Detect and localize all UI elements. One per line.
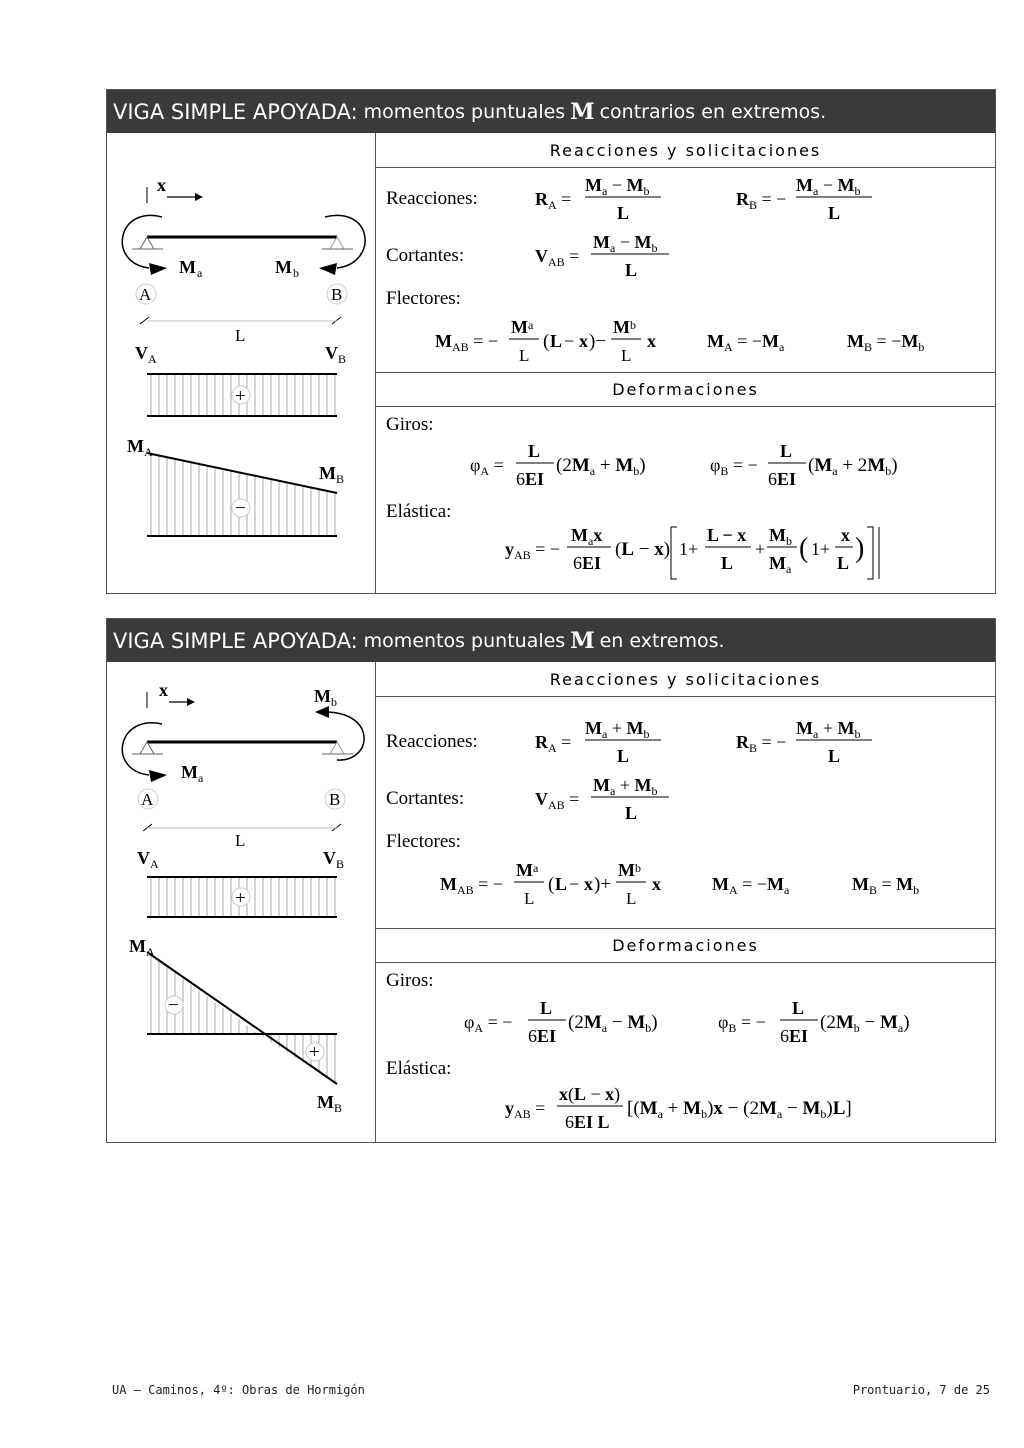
ma-label: $M_a$ [179,257,203,280]
svg-text:6EI: 6EI [780,1026,809,1046]
cortantes-label: Cortantes: [386,788,465,809]
vb-label: $V_B$ [323,848,345,871]
svg-text:VAB =: $V_{AB}$ = [535,789,580,812]
svg-text:(2Ma − Mb): $(2M_a - M_b)$ [568,1012,658,1035]
svg-text:L: L [617,746,630,766]
support-a-label: A [139,285,152,304]
moment-arrow-a [122,723,162,775]
svg-text:MB = Mb: $M_B = M_b$ [852,874,920,897]
deformaciones-header: Deformaciones [376,372,995,407]
formula-vab [531,775,681,825]
svg-text:(2Ma + Mb): $(2M_a + M_b)$ [556,455,646,478]
svg-text:−: − [569,874,580,894]
svg-text:MB = −Mb: $M_B = -M_b$ [847,331,925,354]
svg-text:L − x: L − x [707,525,747,545]
svg-text:Ma: $M^a$ [511,317,534,337]
svg-text:L: L [837,553,850,573]
support-a [140,237,154,249]
section-title-bar [107,90,995,133]
svg-text:[(Ma + Mb)x − (2Ma − Mb)L]: $[(M_a + M_b)x - (2M_a - M_b)L]$ [627,1098,852,1121]
svg-text:φB = −: $\varphi_B$ = − [710,455,758,478]
formula-yab [501,525,881,589]
formula-ra [531,175,671,225]
svg-text:MAB = −: $M_{AB}$ = − [435,331,498,354]
formula-yab [501,1084,901,1138]
svg-text:L: L [524,889,535,908]
support-b [330,742,344,754]
svg-text:φA = −: $\varphi_A$ = − [464,1012,513,1035]
x-axis-label: x [157,175,166,195]
svg-text:(: ( [543,331,550,352]
moment-arrow-a [122,215,162,268]
svg-text:Ma − Mb: $M_a - M_b$ [585,175,650,198]
formula-mab [431,317,991,367]
elastica-label: Elástica: [386,501,452,522]
svg-text:)+: )+ [594,874,612,895]
section-title-symbol: M [570,98,595,125]
svg-text:yAB =: $y_{AB}$ = [505,1098,546,1121]
flectores-label: Flectores: [386,288,461,309]
formula-phi-a [460,998,680,1048]
flectores-label: Flectores: [386,831,461,852]
svg-text:(: ( [548,874,555,895]
section-end-moments [106,618,996,1143]
span-label: L [235,326,246,345]
mb-label: $M_b$ [314,686,337,709]
formula-rb [732,175,882,225]
elastica-label: Elástica: [386,1058,452,1079]
svg-text:x: x [647,331,656,351]
svg-text:RA =: $R_A$ = [535,189,572,212]
svg-text:Ma: $M_a$ [769,553,792,576]
svg-text:(L − x): (L − x) [615,539,671,560]
mA-label: $M_A$ [127,436,153,459]
section-title-text: momentos puntuales [363,629,566,652]
svg-text:L: L [828,203,841,223]
va-label: $V_A$ [135,343,157,366]
footer-page: Prontuario, 7 de 25 [852,1383,990,1397]
svg-text:MAB = −: $M_{AB}$ = − [440,874,503,897]
svg-text:x: x [652,874,661,894]
section-title-bar [107,619,995,662]
svg-text:Max: $M_ax$ [571,525,603,548]
deformaciones-header: Deformaciones [376,928,995,963]
svg-text:Mb: $M_b$ [769,525,792,548]
svg-text:Mb: $M^b$ [618,860,641,880]
svg-text:L: L [828,746,841,766]
beam-diagram-panel [107,133,376,593]
svg-text:x(L − x): x(L − x) [559,1084,621,1104]
svg-text:yAB = −: $y_{AB}$ = − [505,539,560,562]
section-title-end: en extremos. [599,629,725,652]
svg-text:(Ma + 2Mb): $(M_a + 2M_b)$ [808,455,898,478]
svg-text:Mb: $M^b$ [613,317,636,337]
giros-label: Giros: [386,970,434,991]
footer-course: UA – Caminos, 4º: Obras de Hormigón [112,1383,365,1397]
svg-text:(: ( [799,533,809,564]
section-title-end: contrarios en extremos. [599,100,827,123]
formula-ra [531,718,671,768]
support-a-label: A [141,790,154,809]
svg-text:1+: 1+ [679,539,699,559]
svg-text:)−: )− [589,331,607,352]
svg-text:Ma + Mb: $M_a + M_b$ [593,775,658,798]
svg-text:Ma − Mb: $M_a - M_b$ [796,175,861,198]
svg-text:L: L [519,346,530,365]
svg-text:VAB =: $V_{AB}$ = [535,246,580,269]
svg-text:L: L [617,203,630,223]
svg-text:L: L [528,441,541,461]
reacciones-label: Reacciones: [386,731,478,752]
moment-arrow-b [325,215,365,268]
formula-mab [436,860,996,910]
svg-text:x: x [579,331,588,351]
svg-text:x: x [841,525,850,545]
mB-label: $M_B$ [319,463,345,486]
mB-label: $M_B$ [317,1092,343,1115]
section-contrary-moments [106,89,996,594]
support-b [330,237,344,249]
formula-rb [732,718,882,768]
svg-text:L: L [625,260,638,280]
svg-text:6EI: 6EI [573,553,602,573]
svg-text:Ma + Mb: $M_a + M_b$ [796,718,861,741]
svg-text:MA = −Ma: $M_A = -M_a$ [712,874,790,897]
svg-text:+: + [755,539,766,559]
formula-phi-b [706,441,936,491]
svg-text:Ma: $M^a$ [516,860,539,880]
giros-label: Giros: [386,414,434,435]
svg-text:RB = −: $R_B$ = − [736,732,787,755]
mA-label: $M_A$ [129,936,155,959]
svg-text:6EI L: 6EI L [565,1112,610,1132]
svg-text:RA =: $R_A$ = [535,732,572,755]
svg-text:Ma − Mb: $M_a - M_b$ [593,232,658,255]
svg-text:L: L [721,553,734,573]
x-axis-label: x [159,680,168,700]
svg-text:1+: 1+ [811,539,831,559]
svg-text:6EI: 6EI [528,1026,557,1046]
svg-text:RB = −: $R_B$ = − [736,189,787,212]
moment-sign-negative: − [168,995,179,1016]
moment-sign: − [235,498,246,519]
support-a [140,742,154,754]
support-b-label: B [329,790,341,809]
shear-sign: + [235,888,246,909]
support-b-label: B [331,285,343,304]
svg-text:−: − [564,331,575,351]
cortantes-label: Cortantes: [386,245,465,266]
svg-text:6EI: 6EI [516,469,545,489]
section-title-symbol: M [570,627,595,654]
svg-text:(2Mb − Ma): $(2M_b - M_a)$ [820,1012,910,1035]
svg-text:L: L [540,998,553,1018]
svg-text:6EI: 6EI [768,469,797,489]
moment-diagram [147,453,337,536]
svg-text:x: x [584,874,593,894]
beam-diagram-panel [107,662,376,1142]
mb-label: $M_b$ [275,257,299,280]
formula-vab [531,232,681,282]
svg-text:L: L [792,998,805,1018]
formulas-panel [376,662,995,1142]
svg-text:L: L [780,441,793,461]
svg-text:L: L [550,331,563,351]
formula-phi-a [466,441,676,491]
svg-text:L: L [626,889,637,908]
svg-text:φA =: $\varphi_A$ = [470,455,504,478]
vb-label: $V_B$ [325,343,347,366]
span-label: L [235,831,246,850]
reacciones-header: Reacciones y solicitaciones [376,662,995,697]
ma-label: $M_a$ [181,762,204,785]
reacciones-header: Reacciones y solicitaciones [376,133,995,168]
svg-text:L: L [625,803,638,823]
beam-diagram [107,662,376,1142]
formulas-panel [376,133,995,593]
section-title-strong: VIGA SIMPLE APOYADA: [113,99,358,124]
section-title-text: momentos puntuales [363,100,566,123]
reacciones-label: Reacciones: [386,188,478,209]
svg-text:L: L [621,346,632,365]
svg-text:L: L [555,874,568,894]
svg-text:): ) [855,533,865,564]
svg-text:MA = −Ma: $M_A = -M_a$ [707,331,785,354]
formula-phi-b [714,998,944,1048]
svg-text:φB = −: $\varphi_B$ = − [718,1012,766,1035]
section-title-strong: VIGA SIMPLE APOYADA: [113,628,358,653]
va-label: $V_A$ [137,848,159,871]
svg-text:Ma + Mb: $M_a + M_b$ [585,718,650,741]
shear-sign: + [235,386,246,407]
beam-diagram [107,133,376,593]
moment-sign-positive: + [309,1042,320,1063]
